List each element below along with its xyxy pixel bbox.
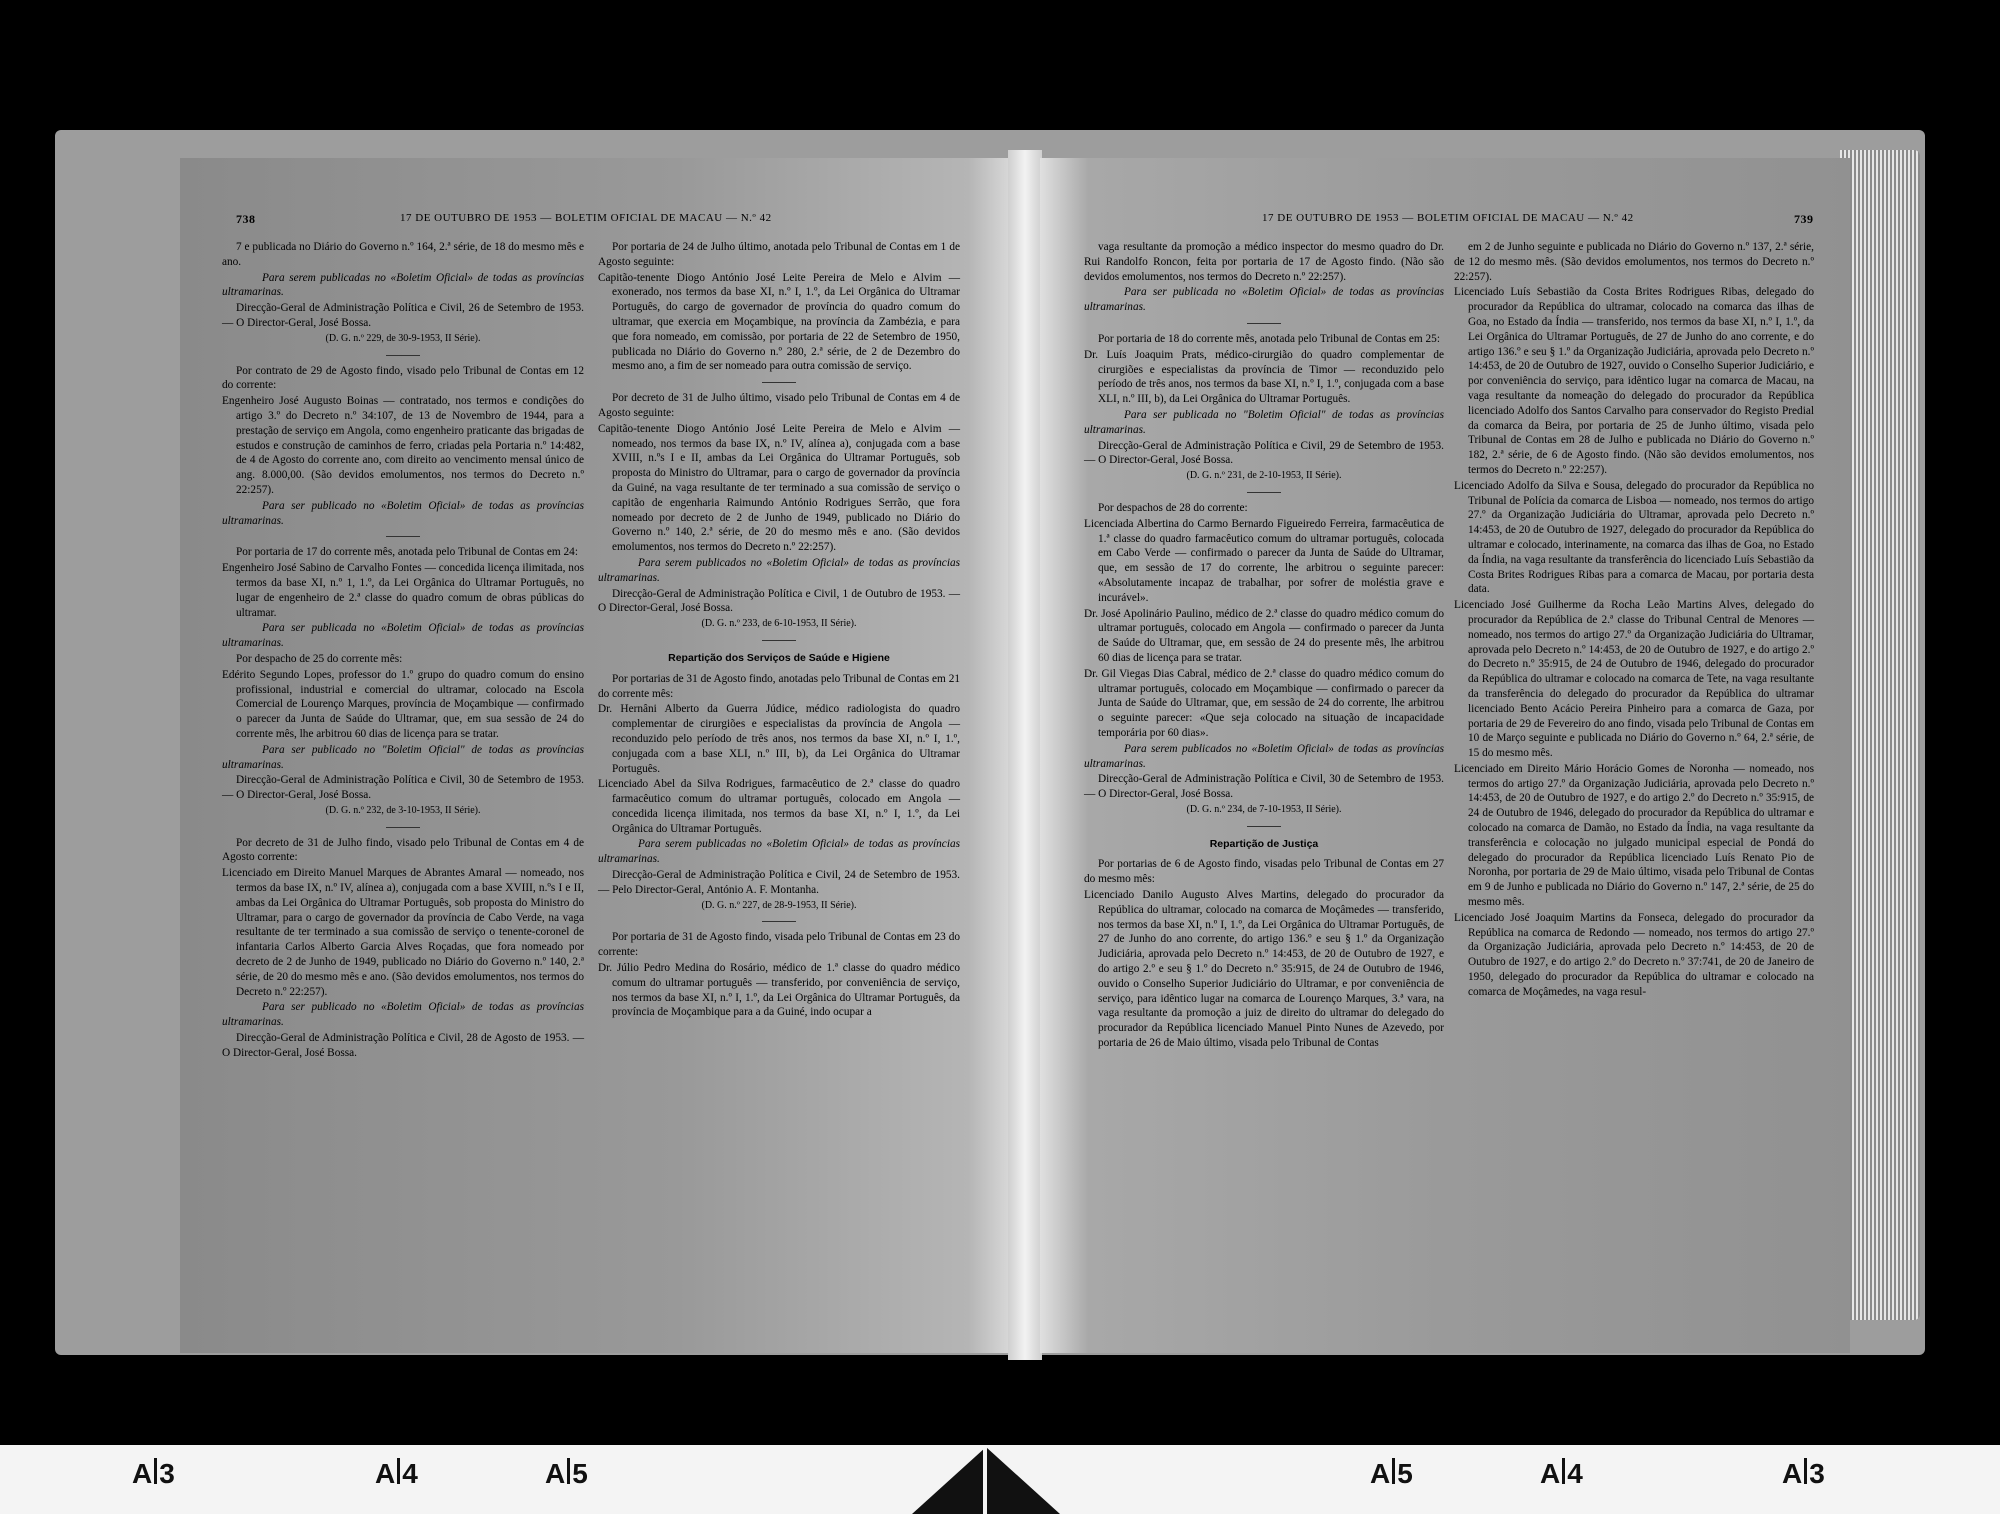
section-separator	[762, 640, 796, 641]
paragraph: Dr. Luís Joaquim Prats, médico-cirurgião do quadro complementar de cirurgiões e especialistas da província de Timor — reconduzido pelo período de três anos, nos termos da base XI, n.º I, 1.º, conjugada com a base XLI, n.º III, b), da Lei Orgânica do Ultramar Português.	[1084, 348, 1444, 406]
paragraph: Por decreto de 31 de Julho findo, visado pelo Tribunal de Contas em 4 de Agosto corrente:	[222, 836, 584, 864]
center-arrow-divider	[983, 1447, 987, 1514]
left-column-2	[598, 240, 960, 1021]
paragraph: Por portaria de 18 do corrente mês, anotada pelo Tribunal de Contas em 25:	[1098, 332, 1440, 345]
paragraph: em 2 de Junho seguinte e publicada no Diário do Governo n.º 137, 2.ª série, de 12 do mesmo mês. (São devidos emolumentos, nos termos do Decreto n.º 22:257).	[1454, 241, 1814, 283]
scale-marker-a4-right: A 4	[1540, 1458, 1583, 1489]
publication-note: Para ser publicado no «Boletim Oficial» de todas as províncias ultramarinas.	[222, 1001, 584, 1029]
paragraph: Licenciada Albertina do Carmo Bernardo Figueiredo Ferreira, farmacêutica de 1.ª classe do quadro farmacêutico comum do ultramar português, colocada em Cabo Verde — confirmado o parecer da Junta de Saúde do Ultramar, que, em sessão de 17 do corrente, lhe arbitrou o seguinte parecer: «Absolutamente incapaz de trabalhar, por sofrer de moléstia grave e incurável».	[1084, 517, 1444, 604]
paragraph: Dr. Hernâni Alberto da Guerra Júdice, médico radiologista do quadro complementar de cirurgiões e especialistas da província de Angola — reconduzido pelo período de três anos, nos termos da base XI, n.º I, 1.º, conjugada com a base XLI, n.º III, b), da Lei Orgânica do Ultramar Português.	[598, 703, 960, 775]
left-running-head: 17 DE OUTUBRO DE 1953 — BOLETIM OFICIAL DE MACAU — N.º 42	[400, 212, 772, 224]
right-page-edges	[1840, 150, 1920, 1320]
section-separator	[1247, 826, 1281, 827]
paragraph: Engenheiro José Sabino de Carvalho Fontes — concedida licença ilimitada, nos termos da base XI, n.º 1, 1.º, da Lei Orgânica do Ultramar Português, no lugar de engenheiro de 2.ª classe do quadro comum de obras públicas do ultramar.	[222, 562, 584, 619]
scale-marker-a3-left: A 3	[132, 1458, 175, 1489]
scale-marker-a4-left: A 4	[375, 1458, 418, 1489]
left-page-number: 738	[236, 212, 256, 226]
scale-marker-a5-right: A 5	[1370, 1458, 1413, 1489]
paragraph: Capitão-tenente Diogo António José Leite Pereira de Melo e Alvim — nomeado, nos termos da base IX, n.º IV, alínea a), conjugada com a base XVIII, n.ºs I e II, ambas da Lei Orgânica do Ultramar Português, sob proposta do Ministro do Ultramar, para o cargo de governador da província da Guiné, na vaga resultante de ter terminado a sua comissão de serviço o capitão de engenharia Raimundo António Rodrigues Serrão, que fora nomeado por decreto de 2 de Junho de 1949, publicado no Diário do Governo n.º 140, 2.ª série, de 20 do mesmo mês e ano. (São devidos emolumentos, nos termos do Decreto n.º 22:257).	[598, 422, 960, 554]
book-spine	[1008, 150, 1042, 1360]
paragraph: Direcção-Geral de Administração Política e Civil, 30 de Setembro de 1953. — O Director-Geral, José Bossa.	[222, 774, 584, 802]
section-separator	[1247, 492, 1281, 493]
paragraph: Direcção-Geral de Administração Política e Civil, 28 de Agosto de 1953. — O Director-Geral, José Bossa.	[222, 1032, 584, 1059]
paragraph: Licenciado Danilo Augusto Alves Martins, delegado do procurador da República do ultramar, colocado na comarca de Moçâmedes — transferido, nos termos da base XI, n.º I, 1.º, da Lei Orgânica do Ultramar Português, de 27 de Junho do ano corrente, do artigo 136.º e seu § 1.º da Organização Judiciária, aprovada pelo Decreto n.º 14:453, de 20 de Outubro de 1927, e do artigo 2.º e seu § 1.º do Decreto n.º 35:915, de 24 de Outubro de 1946, ouvido o Conselho Superior Judiciário do Ultramar, e por conveniência de serviço, para idêntico lugar na comarca de Lourenço Marques, 3.ª vara, na vaga resultante da promoção a juiz de direito do ultramar do delegado do procurador da República licenciado Manuel Pinto Nunes de Azevedo, por portaria de 26 de Maio último, visada pelo Tribunal de Contas	[1084, 889, 1444, 1050]
paragraph: Direcção-Geral de Administração Política e Civil, 1 de Outubro de 1953. — O Director-Geral, José Bossa.	[598, 587, 960, 615]
left-column-1	[222, 240, 584, 1062]
right-running-head: 17 DE OUTUBRO DE 1953 — BOLETIM OFICIAL DE MACAU — N.º 42	[1262, 212, 1634, 224]
paragraph: Licenciado José Joaquim Martins da Fonseca, delegado do procurador da República na comarca de Redondo — nomeado, nos termos do artigo 27.º da Organização Judiciária, aprovada pelo Decreto n.º 14:453, de 20 de Outubro de 1927, e do artigo 2.º do Decreto n.º 37:741, de 20 de Janeiro de 1950, delegado do procurador da República do ultramar e colocado na comarca de Moçâmedes, na vaga resul-	[1454, 911, 1814, 998]
paragraph: Dr. José Apolinário Paulino, médico de 2.ª classe do quadro médico comum do ultramar português, colocado em Angola — confirmado o parecer da Junta de Saúde do Ultramar, que, em sessão de 24 do presente mês, lhe arbitrou 60 dias de licença para se tratar.	[1084, 607, 1444, 664]
paragraph: Dr. Gil Viegas Dias Cabral, médico de 2.ª classe do quadro médico comum do ultramar português, colocado em Moçambique — confirmado o parecer da Junta de Saúde do Ultramar, que, em sessão de 24 do corrente, lhe arbitrou o seguinte parecer: «Que seja colocado na situação de incapacidade temporária por 60 dias».	[1084, 667, 1444, 739]
paragraph: Licenciado Abel da Silva Rodrigues, farmacêutico de 2.ª classe do quadro farmacêutico comum do ultramar português, colocado em Angola — concedida licença ilimitada, nos termos da base XI, n.º I, 1.º, da Lei Orgânica do Ultramar Português.	[598, 778, 960, 835]
paragraph: Por despacho de 25 do corrente mês:	[236, 652, 403, 665]
paragraph: Por portaria de 17 do corrente mês, anotada pelo Tribunal de Contas em 24:	[236, 546, 578, 559]
paragraph: 7 e publicada no Diário do Governo n.º 164, 2.ª série, de 18 do mesmo mês e ano.	[222, 241, 584, 268]
paragraph: Por portarias de 31 de Agosto findo, anotadas pelo Tribunal de Contas em 21 do corrente mês:	[598, 672, 960, 700]
reference-line: (D. G. n.º 231, de 2-10-1953, II Série).	[1186, 470, 1342, 482]
paragraph: Engenheiro José Augusto Boinas — contratado, nos termos e condições do artigo 3.º do Decreto n.º 34:107, de 13 de Novembro de 1944, para a prestação de serviço em Angola, como engenheiro praticante das brigadas de estudos e construção de caminhos de ferro, criadas pela Portaria n.º 14:482, de 4 de Agosto do corrente ano, com direito ao vencimento mensal único de ang. 8.000,00. (São devidos emolumentos, nos termos do Decreto n.º 22:257).	[222, 395, 584, 496]
paragraph: Capitão-tenente Diogo António José Leite Pereira de Melo e Alvim — exonerado, nos termos da base XI, n.º I, 1.º, da Lei Orgânica do Ultramar Português, do cargo de governador de província do quadro comum do ultramar, que exercia em Moçambique, na província da Zambézia, e para que fora nomeado, em comissão, por portaria de 22 de Setembro de 1950, publicada no Diário do Governo n.º 280, 2.ª série, de 2 de Dezembro do mesmo ano, a fim de ser nomeado para outra comissão de serviço.	[598, 271, 960, 373]
paragraph: Direcção-Geral de Administração Política e Civil, 29 de Setembro de 1953. — O Director-Geral, José Bossa.	[1084, 439, 1444, 467]
publication-note: Para ser publicado no «Boletim Oficial» de todas as províncias ultramarinas.	[222, 499, 584, 527]
reference-line: (D. G. n.º 233, de 6-10-1953, II Série).	[701, 618, 857, 630]
publication-note: Para ser publicada no «Boletim Oficial» de todas as províncias ultramarinas.	[222, 622, 584, 650]
paragraph: Direcção-Geral de Administração Política e Civil, 30 de Setembro de 1953. — O Director-Geral, José Bossa.	[1084, 773, 1444, 801]
film-scale-rule	[0, 1443, 2000, 1445]
reference-line: (D. G. n.º 229, de 30-9-1953, II Série).	[325, 332, 481, 344]
paragraph: Por portarias de 6 de Agosto findo, visadas pelo Tribunal de Contas em 27 do mesmo mês:	[1084, 858, 1444, 886]
publication-note: Para serem publicadas no «Boletim Oficial» de todas as províncias ultramarinas.	[222, 271, 584, 299]
paragraph: vaga resultante da promoção a médico inspector do mesmo quadro do Dr. Rui Randolfo Roncon, feita por portaria de 17 de Agosto findo. (Não são devidos emolumentos, nos termos do Decreto n.º 22:257).	[1084, 241, 1444, 283]
paragraph: Direcção-Geral de Administração Política e Civil, 24 de Setembro de 1953. — Pelo Director-Geral, António A. F. Montanha.	[598, 869, 960, 896]
right-page-number: 739	[1794, 212, 1814, 226]
paragraph: Licenciado em Direito Manuel Marques de Abrantes Amaral — nomeado, nos termos da base IX, n.º IV, alínea a), conjugada com a base XVIII, n.ºs I e II, ambas da Lei Orgânica do Ultramar Português, sob proposta do Ministro do Ultramar, para o cargo de governador da província de Cabo Verde, na vaga resultante de ter terminado a sua comissão de serviço o tenente-coronel de infantaria Carlos Alberto Garcia Alves Roçadas, que fora nomeado por decreto de 2 de Junho de 1949, publicado no Diário do Governo n.º 140, 2.ª série, de 20 do mesmo mês e ano. (São devidos emolumentos, nos termos do Decreto n.º 22:257).	[222, 867, 584, 998]
paragraph: Licenciado Luís Sebastião da Costa Brites Rodrigues Ribas, delegado do procurador da República do ultramar, colocado na comarca das ilhas de Goa, no Estado da Índia — transferido, nos termos da base XI, n.º I, 1.º, da Lei Orgânica do Ultramar Português, de 27 de Junho do ano corrente, e do artigo 136.º e seu § 1.º da Organização Judiciária, aprovada pelo Decreto n.º 14:453, de 20 de Outubro de 1927, ouvido o Conselho Superior Judiciário, e por conveniência do serviço, para idêntico lugar na comarca de Macau, na vaga resultante da nomeação do delegado do procurador da República licenciado Adolfo dos Santos Carvalho para conservador do Registo Predial da comarca da Beira, por portaria de 25 de Junho último, visada pelo Tribunal de Contas em 28 de Julho e publicada no Diário do Governo n.º 182, 2.ª série, de 6 de Agosto findo. (Não são devidos emolumentos, nos termos do Decreto n.º 22:257).	[1454, 286, 1814, 476]
paragraph: Por decreto de 31 de Julho último, visado pelo Tribunal de Contas em 4 de Agosto seguinte:	[598, 392, 960, 419]
reference-line: (D. G. n.º 234, de 7-10-1953, II Série).	[1186, 803, 1342, 815]
publication-note: Para serem publicados no «Boletim Oficial» de todas as províncias ultramarinas.	[598, 556, 960, 584]
paragraph: Direcção-Geral de Administração Política e Civil, 26 de Setembro de 1953. — O Director-Geral, José Bossa.	[222, 302, 584, 329]
reference-line: (D. G. n.º 232, de 3-10-1953, II Série).	[325, 804, 481, 816]
publication-note: Para ser publicada no «Boletim Oficial» de todas as províncias ultramarinas.	[1084, 286, 1444, 314]
paragraph: Licenciado José Guilherme da Rocha Leão Martins Alves, delegado do procurador da República de 2.ª classe do Tribunal Central de Menores — nomeado, nos termos do artigo 27.º da Organização Judiciária do Ultramar, aprovada pelo Decreto n.º 14:453, de 20 de Outubro de 1927, e do artigo 2.º do Decreto n.º 35:915, de 24 de Outubro de 1946, delegado do procurador da República do ultramar e colocado na comarca de Tete, na vaga resultante da transferência do delegado do procurador da República do ultramar licenciado Bento Acácio Pereira Pinheiro para a comarca de Gaza, por portaria de 29 de Fevereiro do ano findo, visada pelo Tribunal de Contas em 10 de Março seguinte e publicada no Diário do Governo n.º 64, 2.ª série, de 15 do mesmo mês.	[1454, 599, 1814, 760]
paragraph: Licenciado Adolfo da Silva e Sousa, delegado do procurador da República no Tribunal de Polícia da comarca de Lisboa — nomeado, nos termos do artigo 27.º da Organização Judiciária do Ultramar, aprovada pelo Decreto n.º 14:453, de 20 de Outubro de 1927, delegado do procurador da República do ultramar e colocado, interinamente, na comarca das ilhas de Goa, no Estado da Índia, na vaga resultante da transferência do licenciado Luís Sebastião da Costa Brites Rodrigues Ribas para a comarca de Macau, por portaria desta data.	[1454, 479, 1814, 596]
reference-line: (D. G. n.º 227, de 28-9-1953, II Série).	[701, 899, 857, 911]
paragraph: Dr. Júlio Pedro Medina do Rosário, médico de 1.ª classe do quadro médico comum do ultramar português — transferido, por conveniência de serviço, nos termos da base XI, n.º I, 1.º, da Lei Orgânica do Ultramar Português, da província de Moçambique para a da Guiné, indo ocupar a	[598, 962, 960, 1019]
section-separator	[386, 536, 420, 537]
paragraph: Por portaria de 24 de Julho último, anotada pelo Tribunal de Contas em 1 de Agosto seguinte:	[598, 241, 960, 268]
scale-marker-a3-right: A 3	[1782, 1458, 1825, 1489]
section-separator	[762, 382, 796, 383]
publication-note: Para serem publicadas no «Boletim Oficial» de todas as províncias ultramarinas.	[598, 838, 960, 866]
paragraph: Por portaria de 31 de Agosto findo, visada pelo Tribunal de Contas em 23 do corrente:	[598, 931, 960, 959]
paragraph: Por contrato de 29 de Agosto findo, visado pelo Tribunal de Contas em 12 do corrente:	[222, 364, 584, 392]
publication-note: Para serem publicados no «Boletim Oficial» de todas as províncias ultramarinas.	[1084, 742, 1444, 770]
paragraph: Edérito Segundo Lopes, professor do 1.º grupo do quadro comum do ensino profissional, industrial e comercial do ultramar, colocado na Escola Comercial de Lourenço Marques, província de Moçambique — confirmado o parecer da Junta de Saúde do Ultramar, que, em sua sessão de 24 do corrente mês, lhe arbitrou 60 dias de licença para se tratar.	[222, 668, 584, 740]
paragraph: Por despachos de 28 do corrente:	[1098, 501, 1248, 514]
publication-note: Para ser publicado no "Boletim Oficial" de todas as províncias ultramarinas.	[222, 743, 584, 771]
section-separator	[1247, 323, 1281, 324]
scale-marker-a5-left: A 5	[545, 1458, 588, 1489]
paragraph: Licenciado em Direito Mário Horácio Gomes de Noronha — nomeado, nos termos do artigo 27.º da Organização Judiciária, aprovada pelo Decreto n.º 14:453, de 20 de Outubro de 1927, e do artigo 2.º do Decreto n.º 35:915, de 24 de Outubro de 1946, delegado do procurador da República do ultramar e colocado na comarca de Damão, no Estado da Índia, na vaga resultante da transferência e colocação no julgado municipal especial de Pondá do delegado do procurador da República licenciado Luís Renato Pio de Noronha, por portaria de 29 de Maio último, visada pelo Tribunal de Contas em 9 de Junho e publicada no Diário do Governo n.º 147, 2.ª série, de 25 do mesmo mês.	[1454, 762, 1814, 909]
section-heading: Repartição dos Serviços de Saúde e Higiene	[668, 651, 890, 664]
section-separator	[386, 355, 420, 356]
publication-note: Para ser publicada no "Boletim Oficial" de todas as províncias ultramarinas.	[1084, 408, 1444, 436]
section-separator	[386, 827, 420, 828]
section-separator	[762, 921, 796, 922]
section-heading: Repartição de Justiça	[1209, 837, 1319, 850]
right-column-2	[1454, 240, 1814, 1001]
right-column-1	[1084, 240, 1444, 1052]
